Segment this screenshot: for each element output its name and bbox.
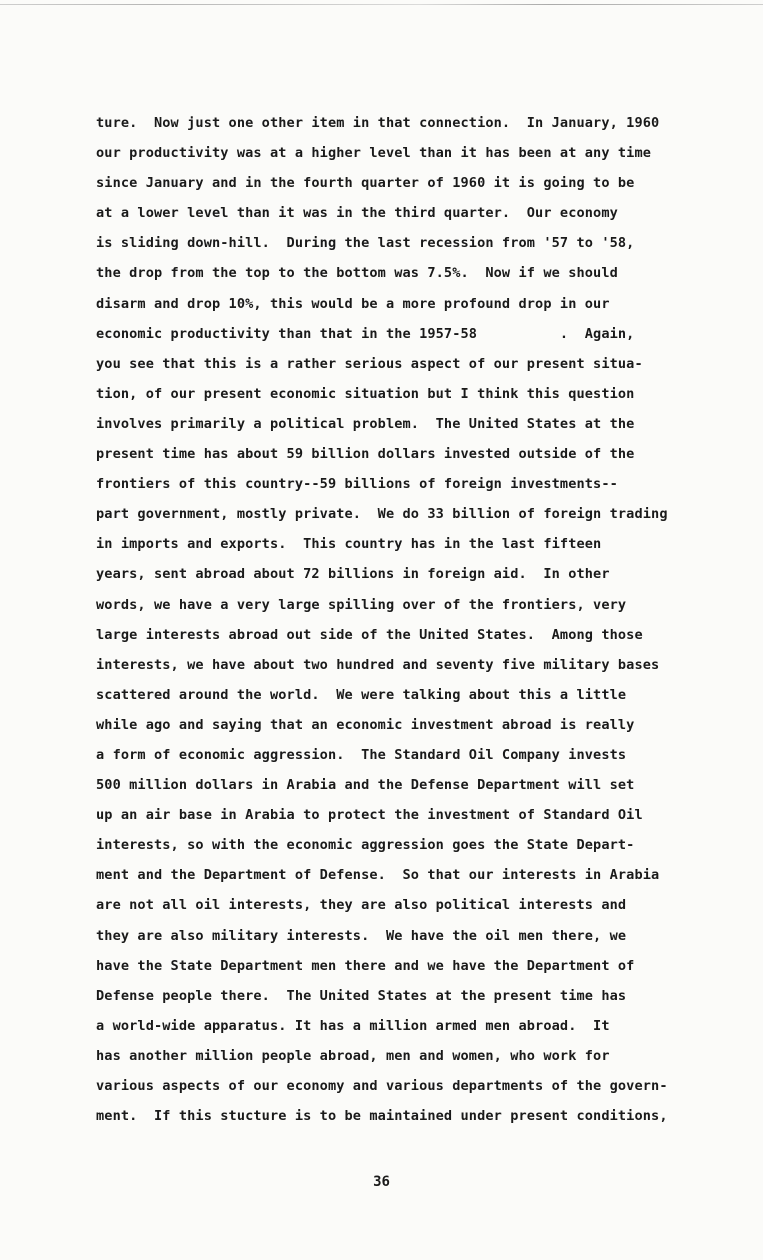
text-line: while ago and saying that an economic investment abroad is really [96, 716, 635, 733]
text-line: have the State Department men there and we have the Department of [96, 957, 635, 974]
text-line: present time has about 59 billion dollars invested outside of the [96, 446, 635, 463]
text-line: years, sent abroad about 72 billions in foreign aid. In other [96, 566, 610, 583]
body-text [96, 108, 726, 1131]
text-line: ture. Now just one other item in that connection. In January, 1960 [96, 115, 660, 131]
text-line: the drop from the top to the bottom was 7.5%. Now if we should [96, 265, 618, 282]
text-line: a world-wide apparatus. It has a million armed men abroad. It [96, 1017, 610, 1034]
text-line: Defense people there. The United States at the present time has [96, 987, 627, 1004]
text-line: frontiers of this country--59 billions of foreign investments-- [96, 476, 618, 493]
text-line: up an air base in Arabia to protect the investment of Standard Oil [96, 807, 643, 824]
text-line: since January and in the fourth quarter of 1960 it is going to be [96, 175, 635, 192]
text-line: is sliding down-hill. During the last recession from '57 to '58, [96, 235, 635, 252]
text-line: part government, mostly private. We do 33 billion of foreign trading [96, 506, 668, 523]
text-line: interests, we have about two hundred and seventy five military bases [96, 656, 660, 673]
text-line: you see that this is a rather serious aspect of our present situa- [96, 355, 643, 372]
text-line: has another million people abroad, men and women, who work for [96, 1047, 610, 1064]
page-number: 36 [373, 1174, 390, 1190]
text-line: our productivity was at a higher level than it has been at any time [96, 145, 652, 162]
text-line: are not all oil interests, they are also political interests and [96, 897, 627, 914]
text-line: scattered around the world. We were talking about this a little [96, 686, 627, 703]
text-line: a form of economic aggression. The Standard Oil Company invests [96, 746, 627, 763]
text-line: in imports and exports. This country has in the last fifteen [96, 536, 602, 553]
text-line: they are also military interests. We have the oil men there, we [96, 927, 627, 944]
text-line: tion, of our present economic situation but I think this question [96, 385, 635, 402]
text-line: involves primarily a political problem. The United States at the [96, 415, 635, 432]
scan-edge-line [0, 4, 763, 5]
text-line: disarm and drop 10%, this would be a more profound drop in our [96, 295, 610, 312]
text-line: interests, so with the economic aggression goes the State Depart- [96, 837, 635, 854]
text-line: large interests abroad out side of the United States. Among those [96, 626, 643, 643]
text-line: at a lower level than it was in the third quarter. Our economy [96, 205, 618, 222]
text-line: various aspects of our economy and various departments of the govern- [96, 1078, 668, 1094]
text-line: words, we have a very large spilling over of the frontiers, very [96, 596, 627, 613]
text-line: economic productivity than that in the 1957-58 . Again, [96, 325, 635, 342]
text-line: ment and the Department of Defense. So that our interests in Arabia [96, 867, 660, 884]
text-line: 500 million dollars in Arabia and the Defense Department will set [96, 777, 635, 794]
text-line: ment. If this stucture is to be maintained under present conditions, [96, 1108, 668, 1125]
